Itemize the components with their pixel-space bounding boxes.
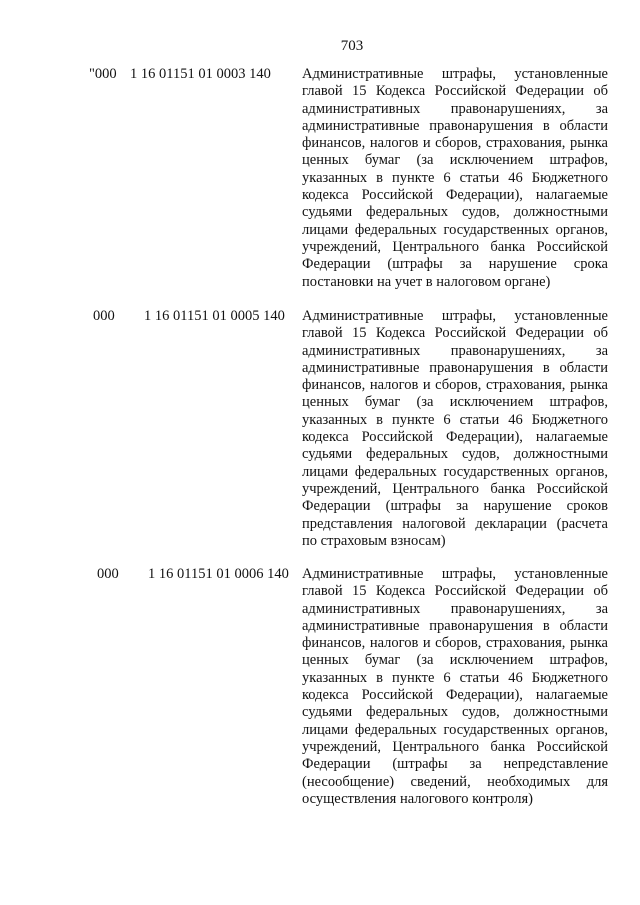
admin-code: 000 <box>97 566 119 582</box>
page-number: 703 <box>340 38 364 54</box>
admin-code: "000 <box>89 66 117 82</box>
row-description: Административные штрафы, установленные главой 15 Кодекса Российской Федерации об административных правонарушениях, за административные правонарушения в области финансов, налогов и сборов, страхования, рынка ценных бумаг (за исключением штрафов, указанных в пункте 6 статьи 46 Бюджетного кодекса Российской Федерации), налагаемые судьями федеральных судов, должностными лицами федеральных государственных органов, учреждений, Центрального банка Российской Федерации (штрафы за нарушение сроков представления налоговой декларации (расчета по страховым взносам) <box>302 308 608 549</box>
kbk-code: 1 16 01151 01 0005 140 <box>144 308 285 324</box>
row-description: Административные штрафы, установленные главой 15 Кодекса Российской Федерации об административных правонарушениях, за административные правонарушения в области финансов, налогов и сборов, страхования, рынка ценных бумаг (за исключением штрафов, указанных в пункте 6 статьи 46 Бюджетного кодекса Российской Федерации), налагаемые судьями федеральных судов, должностными лицами федеральных государственных органов, учреждений, Центрального банка Российской Федерации (штрафы за нарушение срока постановки на учет в налоговом органе) <box>302 66 608 290</box>
kbk-code: 1 16 01151 01 0006 140 <box>148 566 289 582</box>
kbk-code: 1 16 01151 01 0003 140 <box>130 66 271 82</box>
row-description: Административные штрафы, установленные главой 15 Кодекса Российской Федерации об административных правонарушениях, за административные правонарушения в области финансов, налогов и сборов, страхования, рынка ценных бумаг (за исключением штрафов, указанных в пункте 6 статьи 46 Бюджетного кодекса Российской Федерации), налагаемые судьями федеральных судов, должностными лицами федеральных государственных органов, учреждений, Центрального банка Российской Федерации (штрафы за непредставление (несообщение) сведений, необходимых для осуществления налогового контроля) <box>302 566 608 807</box>
admin-code: 000 <box>93 308 115 324</box>
